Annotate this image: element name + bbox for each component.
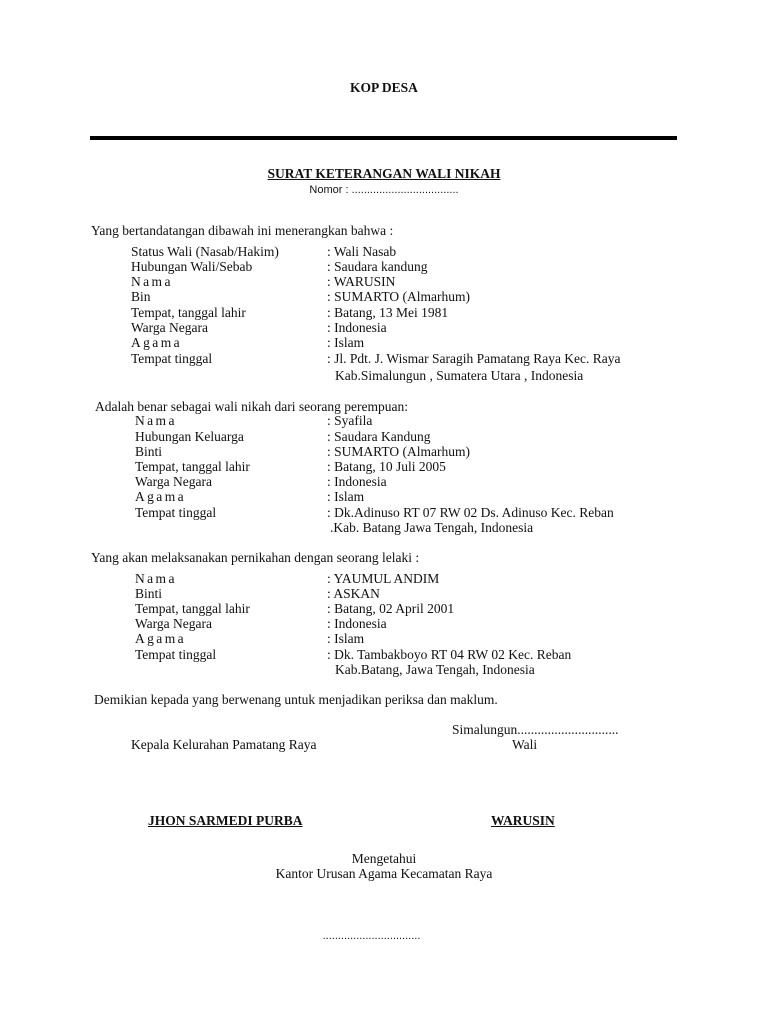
row-label: Tempat tinggal bbox=[135, 505, 217, 520]
nomor-line: Nomor : ................................... bbox=[309, 184, 459, 196]
lelaki-address-continuation: Kab.Batang, Jawa Tengah, Indonesia bbox=[335, 662, 535, 677]
row-label: Status Wali (Nasab/Hakim) bbox=[131, 244, 279, 259]
row-value: : Saudara Kandung bbox=[327, 429, 431, 444]
row-label: Tempat tinggal bbox=[135, 647, 217, 662]
row-value: : Jl. Pdt. J. Wismar Saragih Pamatang Raya Kec. Raya bbox=[327, 351, 621, 366]
row-label: Binti bbox=[135, 586, 163, 601]
row-label: Tempat, tanggal lahir bbox=[135, 601, 250, 616]
row-value: : WARUSIN bbox=[327, 274, 396, 289]
row-value: : Batang, 10 Juli 2005 bbox=[327, 459, 446, 474]
row-label: Warga Negara bbox=[135, 616, 212, 631]
kop-desa: KOP DESA bbox=[350, 80, 418, 95]
mengetahui-label: Mengetahui bbox=[351, 851, 417, 866]
row-value: : Dk.Adinuso RT 07 RW 02 Ds. Adinuso Kec. Reban bbox=[327, 505, 614, 520]
perempuan-address-continuation: .Kab. Batang Jawa Tengah, Indonesia bbox=[330, 520, 534, 535]
header-divider bbox=[90, 136, 677, 140]
row-value: : Wali Nasab bbox=[327, 244, 397, 259]
wali-address-continuation: Kab.Simalungun , Sumatera Utara , Indonesia bbox=[335, 368, 584, 383]
row-label: Binti bbox=[135, 444, 163, 459]
document-title: SURAT KETERANGAN WALI NIKAH bbox=[267, 166, 501, 181]
row-label: Nama bbox=[131, 274, 173, 289]
row-label: Agama bbox=[131, 335, 182, 350]
row-value: : SUMARTO (Almarhum) bbox=[327, 289, 470, 304]
row-value: : Indonesia bbox=[327, 616, 387, 631]
lelaki-intro: Yang akan melaksanakan pernikahan dengan seorang lelaki : bbox=[91, 550, 420, 565]
row-label: Bin bbox=[131, 289, 151, 304]
row-value: : SUMARTO (Almarhum) bbox=[327, 444, 470, 459]
row-label: Tempat tinggal bbox=[131, 351, 213, 366]
row-value: : Saudara kandung bbox=[327, 259, 428, 274]
left-signatory-name: JHON SARMEDI PURBA bbox=[148, 813, 303, 828]
row-label: Agama bbox=[135, 631, 186, 646]
row-label: Tempat, tanggal lahir bbox=[135, 459, 250, 474]
right-signatory-title: Wali bbox=[512, 737, 538, 752]
row-label: Warga Negara bbox=[131, 320, 208, 335]
row-value: : ASKAN bbox=[327, 586, 380, 601]
row-value: : Dk. Tambakboyo RT 04 RW 02 Kec. Reban bbox=[327, 647, 572, 662]
row-value: : Indonesia bbox=[327, 320, 387, 335]
perempuan-intro: Adalah benar sebagai wali nikah dari seorang perempuan: bbox=[95, 399, 408, 414]
place-date: Simalungun.............................. bbox=[452, 722, 619, 737]
row-value: : Syafila bbox=[327, 413, 373, 428]
row-value: : Batang, 13 Mei 1981 bbox=[327, 305, 449, 320]
row-label: Hubungan Wali/Sebab bbox=[131, 259, 253, 274]
left-signatory-title: Kepala Kelurahan Pamatang Raya bbox=[131, 737, 317, 752]
row-value: : Islam bbox=[327, 631, 365, 646]
row-value: : YAUMUL ANDIM bbox=[327, 571, 440, 586]
kua-office: Kantor Urusan Agama Kecamatan Raya bbox=[275, 866, 493, 881]
row-value: : Islam bbox=[327, 489, 365, 504]
row-value: : Indonesia bbox=[327, 474, 387, 489]
row-label: Nama bbox=[135, 413, 177, 428]
row-label: Hubungan Keluarga bbox=[135, 429, 244, 444]
row-label: Warga Negara bbox=[135, 474, 212, 489]
intro-text: Yang bertandatangan dibawah ini menerangkan bahwa : bbox=[91, 223, 394, 238]
row-label: Nama bbox=[135, 571, 177, 586]
row-label: Agama bbox=[135, 489, 186, 504]
right-signatory-name: WARUSIN bbox=[491, 813, 555, 828]
row-label: Tempat, tanggal lahir bbox=[131, 305, 246, 320]
closing-text: Demikian kepada yang berwenang untuk menjadikan periksa dan maklum. bbox=[94, 692, 498, 707]
kua-signature-line: ................................ bbox=[322, 930, 421, 942]
row-value: : Batang, 02 April 2001 bbox=[327, 601, 455, 616]
row-value: : Islam bbox=[327, 335, 365, 350]
